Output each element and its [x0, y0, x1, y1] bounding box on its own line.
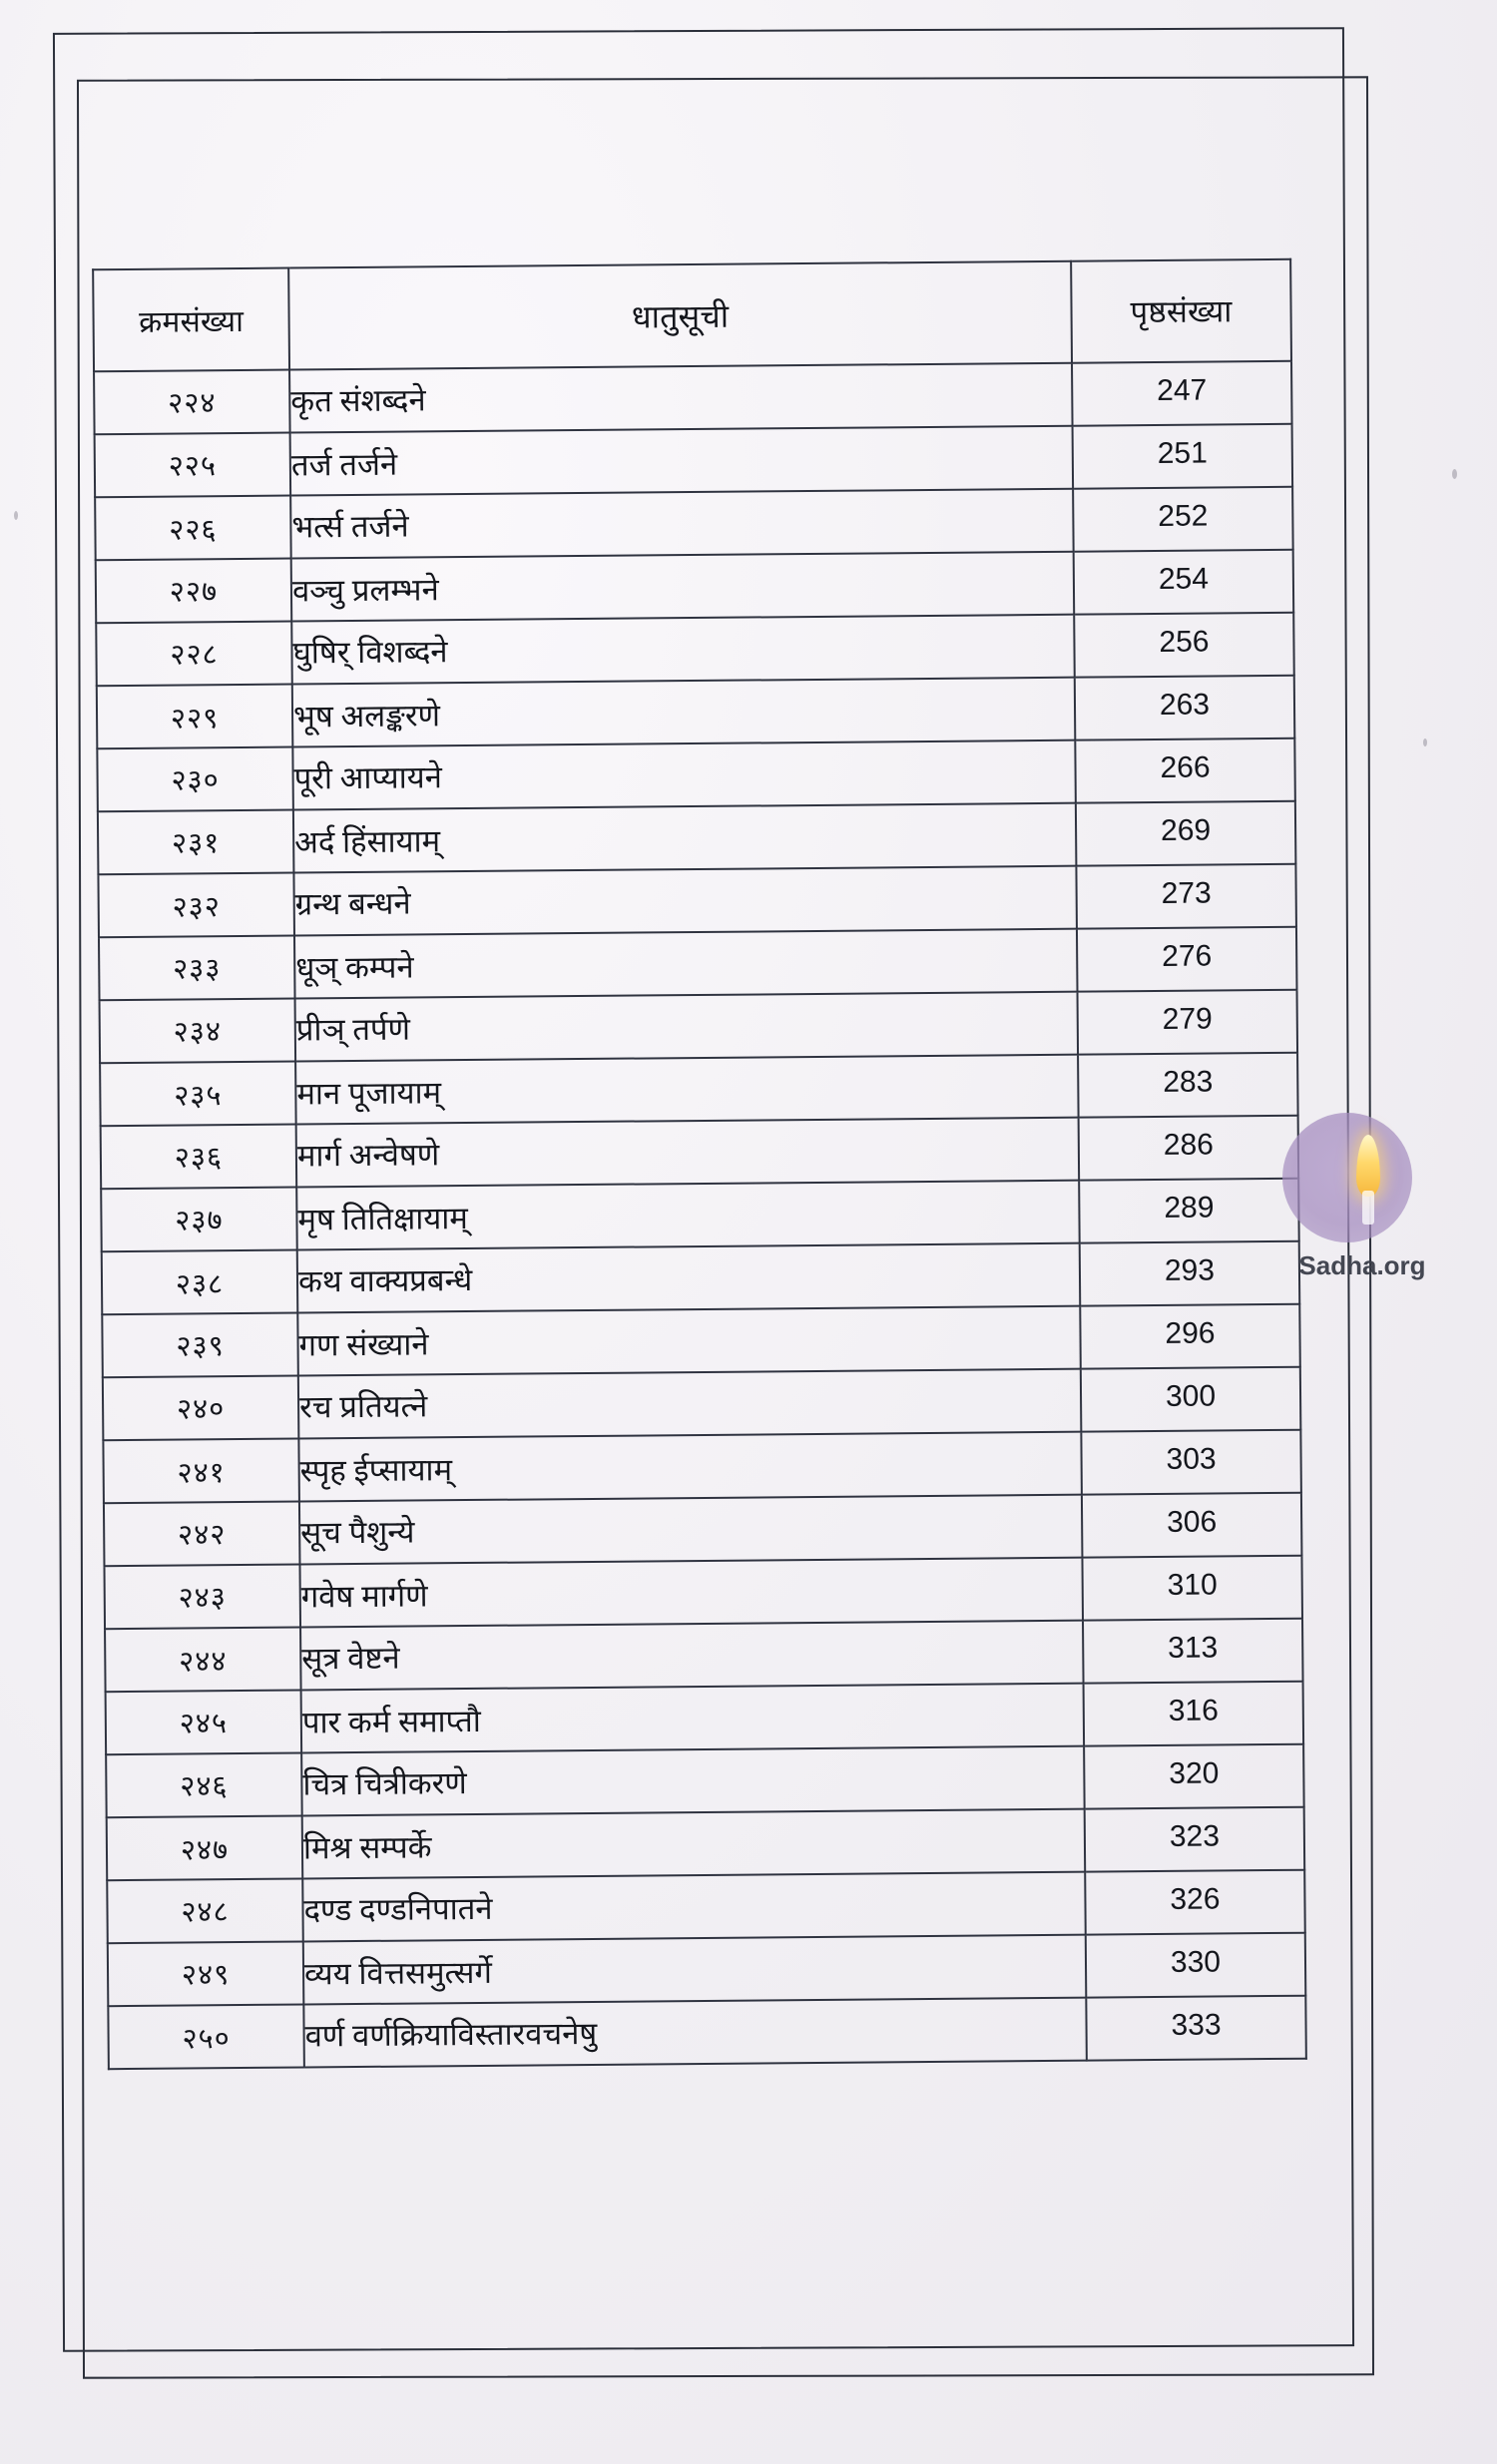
cell-dhatu-name: स्पृह ईप्सायाम्	[298, 1432, 1082, 1502]
cell-dhatu-name: मान पूजायाम्	[295, 1055, 1079, 1125]
cell-serial: २३५	[100, 1063, 296, 1128]
cell-dhatu-name: मृष तितिक्षायाम्	[296, 1181, 1080, 1250]
cell-serial: २४३	[104, 1565, 300, 1630]
cell-serial: २२६	[95, 497, 291, 562]
cell-serial: २४५	[106, 1690, 302, 1754]
column-header-serial: क्रमसंख्या	[93, 268, 289, 372]
cell-page-number: 256	[1074, 610, 1294, 675]
cell-dhatu-name: भर्त्स तर्जने	[290, 488, 1074, 558]
cell-serial: २३९	[102, 1313, 298, 1378]
cell-page-number: 330	[1086, 1930, 1306, 1995]
cell-serial: २४७	[107, 1816, 303, 1881]
cell-page-number: 286	[1079, 1113, 1299, 1178]
cell-dhatu-name: अर्द हिंसायाम्	[293, 803, 1077, 873]
cell-page-number: 266	[1075, 736, 1295, 800]
cell-dhatu-name: मिश्र सम्पर्के	[302, 1809, 1086, 1879]
cell-page-number: 289	[1079, 1176, 1299, 1240]
cell-serial: २३४	[100, 999, 296, 1064]
cell-serial: २३०	[97, 747, 293, 812]
cell-serial: २४४	[105, 1628, 301, 1693]
cell-page-number: 320	[1084, 1741, 1304, 1806]
cell-dhatu-name: दण्ड दण्डनिपातने	[302, 1871, 1086, 1941]
table-header-row	[93, 259, 1291, 371]
cell-page-number: 323	[1085, 1804, 1305, 1869]
cell-page-number: 252	[1073, 484, 1293, 549]
cell-serial: २४२	[104, 1502, 300, 1567]
cell-page-number: 273	[1076, 861, 1296, 926]
cell-serial: २३३	[99, 936, 295, 1001]
cell-page-number: 254	[1074, 547, 1294, 612]
cell-dhatu-name: मार्ग अन्वेषणे	[296, 1117, 1080, 1187]
cell-dhatu-name: ग्रन्थ बन्धने	[293, 865, 1077, 935]
cell-page-number: 276	[1077, 924, 1297, 989]
cell-serial: २४९	[108, 1941, 304, 2006]
cell-page-number: 333	[1086, 1993, 1306, 2058]
cell-serial: २४१	[103, 1440, 299, 1505]
dhatu-index-table-container	[92, 258, 1305, 2070]
cell-dhatu-name: तर्ज तर्जने	[290, 426, 1074, 496]
cell-dhatu-name: सूच पैशुन्ये	[299, 1494, 1083, 1564]
cell-page-number: 310	[1082, 1553, 1302, 1618]
cell-serial: २२७	[96, 559, 292, 624]
cell-dhatu-name: वञ्चु प्रलम्भने	[291, 552, 1075, 622]
cell-serial: २४०	[103, 1376, 299, 1441]
cell-page-number: 283	[1078, 1050, 1298, 1115]
cell-serial: २४६	[106, 1752, 302, 1817]
cell-dhatu-name: कथ वाक्यप्रबन्धे	[297, 1242, 1081, 1312]
cell-dhatu-name: पार कर्म समाप्तौ	[301, 1684, 1085, 1753]
cell-serial: २२९	[97, 686, 293, 750]
table-row	[108, 1996, 1306, 2069]
cell-dhatu-name: धूञ् कम्पने	[294, 929, 1078, 999]
scan-speck	[1423, 739, 1427, 746]
cell-serial: २५०	[108, 2005, 304, 2070]
cell-page-number: 326	[1085, 1867, 1305, 1932]
column-header-page: पृष्ठसंख्या	[1071, 259, 1291, 363]
cell-dhatu-name: कृत संशब्दने	[289, 362, 1073, 432]
cell-page-number: 300	[1081, 1364, 1301, 1429]
watermark-label: Sadha.org	[1298, 1250, 1426, 1280]
table-body	[94, 361, 1306, 2069]
cell-page-number: 269	[1076, 798, 1296, 863]
cell-serial: २२८	[96, 622, 292, 687]
cell-page-number: 306	[1082, 1490, 1302, 1555]
cell-serial: २२४	[94, 370, 290, 435]
cell-serial: २३८	[102, 1251, 298, 1316]
column-header-name: धातुसूची	[288, 261, 1072, 370]
cell-dhatu-name: वर्ण वर्णक्रियाविस्तारवचनेषु	[303, 1997, 1087, 2067]
cell-page-number: 247	[1072, 358, 1292, 423]
cell-serial: २३६	[101, 1125, 297, 1190]
cell-dhatu-name: चित्र चित्रीकरणे	[301, 1745, 1085, 1815]
cell-dhatu-name: पूरी आप्यायने	[292, 739, 1076, 809]
cell-serial: २२५	[95, 433, 291, 498]
cell-serial: २३२	[98, 874, 294, 939]
cell-dhatu-name: रच प्रतियत्ने	[298, 1368, 1082, 1438]
cell-serial: २३१	[98, 810, 294, 875]
cell-page-number: 313	[1083, 1616, 1303, 1681]
scan-speck	[1452, 469, 1457, 479]
cell-dhatu-name: गण संख्याने	[297, 1306, 1081, 1376]
dhatu-index-table	[92, 258, 1307, 2070]
cell-page-number: 296	[1080, 1301, 1300, 1366]
cell-dhatu-name: व्यय वित्तसमुत्सर्गे	[303, 1935, 1087, 2005]
cell-page-number: 263	[1075, 673, 1295, 738]
cell-dhatu-name: प्रीञ् तर्पणे	[295, 991, 1079, 1061]
cell-page-number: 303	[1081, 1427, 1301, 1492]
cell-dhatu-name: सूत्र वेष्टने	[300, 1620, 1084, 1690]
cell-serial: २३७	[101, 1188, 297, 1252]
scan-speck	[14, 511, 18, 520]
cell-page-number: 279	[1077, 987, 1297, 1052]
cell-dhatu-name: भूष अलङ्करणे	[292, 678, 1076, 747]
table-header	[93, 259, 1291, 371]
cell-serial: २४८	[107, 1878, 303, 1943]
cell-page-number: 251	[1073, 421, 1293, 486]
cell-page-number: 316	[1084, 1679, 1304, 1743]
cell-page-number: 293	[1080, 1238, 1300, 1303]
cell-dhatu-name: गवेष मार्गणे	[299, 1558, 1083, 1628]
cell-dhatu-name: घुषिर् विशब्दने	[291, 614, 1075, 684]
